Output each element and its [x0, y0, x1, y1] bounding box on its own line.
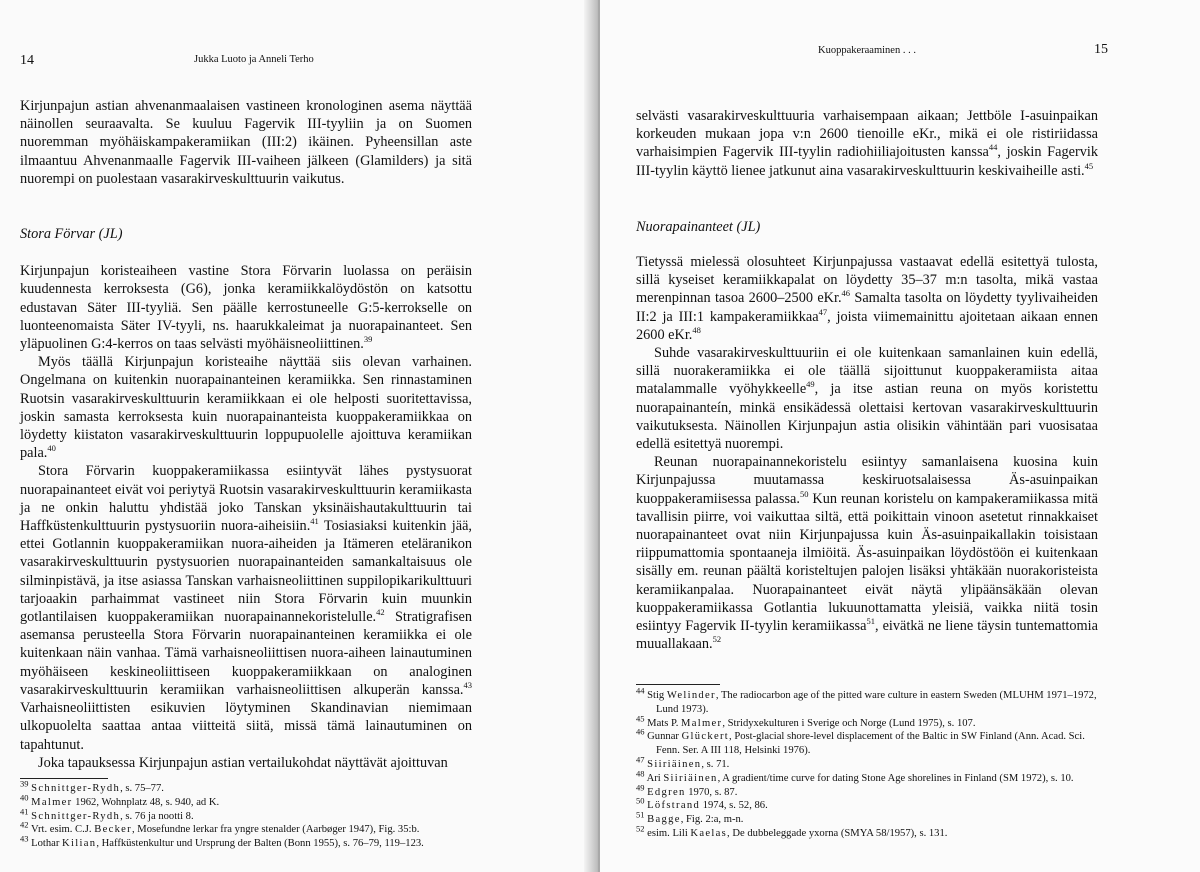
- footnote-ref: 40: [47, 443, 56, 454]
- footnote-ref: 41: [310, 516, 319, 527]
- footnote-author: Bagge: [647, 814, 681, 826]
- footnote: [636, 713, 1106, 731]
- footnote-author: Siiriäinen: [663, 772, 718, 784]
- paragraph-text: Stratigrafisen asemansa perusteella Stora Förvarin nuorapainanteinen keramiikka ei ole kuitenkaan näin vanhaa. Tämä varhaisneoliittisen nuora-aiheen lainautuminen myöhäiseen keskineoliittiseen kuoppakeramiikkaan on analoginen vasarakirveskulttuurin keramiikan varhaisneoliittisen alkuperän kanssa.: [20, 609, 473, 698]
- footnote-author: Edgren: [647, 786, 686, 798]
- footnote-ref: 49: [806, 379, 815, 390]
- footnote-text: , s. 71.: [701, 758, 730, 770]
- footnote-text: 1962, Wohnplatz 48, s. 940, ad K.: [72, 796, 220, 808]
- footnote-number: 51: [636, 809, 645, 820]
- footnote-author: Malmer: [31, 796, 73, 808]
- footnote-text: , Post-glacial shore-level displacement of the Baltic in SW Finland (Ann. Acad. Sci. Fenn. Ser. A III 118, Helsinki 1976).: [656, 731, 1085, 757]
- left-body-text: [20, 97, 472, 772]
- footnote-ref: 39: [363, 334, 373, 345]
- footnote-text: , A gradient/time curve for dating Stone Age shorelines in Finland (SM 1972), s. 10.: [717, 772, 1074, 784]
- footnote-number: 48: [636, 768, 645, 779]
- footnote-ref: 44: [988, 142, 998, 153]
- paragraph: [20, 97, 472, 188]
- footnote-number: 42: [20, 819, 29, 830]
- footnote-ref: 43: [463, 680, 472, 691]
- footnote-text: Mats P.: [647, 717, 682, 729]
- footnote: [636, 685, 1106, 717]
- footnote: [20, 792, 482, 810]
- footnote-ref: 50: [799, 488, 809, 499]
- footnote-text: , Mosefundne lerkar fra yngre stenalder (Aarbøger 1947), Fig. 35:b.: [132, 824, 420, 836]
- footnote: [636, 809, 1106, 827]
- paragraph: [636, 107, 1098, 180]
- footnote: [20, 819, 482, 837]
- footnote: [636, 726, 1106, 758]
- footnote-text: esim. Lili: [647, 827, 691, 839]
- paragraph-text: Reunan nuorapainannekoristelu esiintyy samanlaisena kuosina kuin Kirjunpajussa muutamassa keskiruotsalaisessa Äs-asuinpaikan kuoppakeramiisessa palassa.: [636, 454, 1098, 507]
- left-footnotes: [20, 778, 482, 851]
- right-footnotes: [636, 685, 1106, 841]
- footnote-rule: [20, 778, 108, 779]
- footnote-text: Vrt. esim. C.J.: [30, 824, 95, 836]
- footnote: [20, 833, 482, 851]
- paragraph: [20, 754, 472, 772]
- footnote-author: Schnittger-Rydh: [31, 810, 121, 822]
- footnote-text: , De dubbeleggade yxorna (SMYA 58/1957), s. 131.: [727, 827, 948, 839]
- footnote-number: 40: [20, 792, 29, 803]
- footnote-author: Becker: [94, 824, 132, 836]
- paragraph-text: Kirjunpajun koristeaiheen vastine Stora Förvarin luolassa on peräisin kuudennesta kerroksesta (G6), jonka keramiikkalöydöstön on katsottu edustavan Säter III-tyyliä. Sen päälle kerrostuneelle G:5-kerrokselle on luonteenomaista Säter IV-tyyli, ns. haarukkaleimat ja nuorapainanteet. Sen yläpuolinen G:4-kerros on taas selvästi myöhäisneoliittinen.: [20, 263, 472, 353]
- footnote: [636, 795, 1106, 813]
- footnote-text: 1970, s. 87.: [685, 786, 738, 798]
- running-head: Jukka Luoto ja Anneli Terho: [194, 54, 314, 65]
- footnote: [636, 782, 1106, 800]
- paragraph: [20, 353, 472, 462]
- footnote-number: 50: [636, 795, 645, 806]
- footnote-number: 46: [636, 726, 645, 737]
- footnote-ref: 46: [841, 288, 851, 299]
- paragraph-text: Joka tapauksessa Kirjunpajun astian vertailukohdat näyttävät ajoittuvan: [38, 754, 448, 771]
- footnote-number: 44: [636, 685, 645, 696]
- footnote-author: Siiriäinen: [647, 758, 702, 770]
- page-number: 15: [1094, 42, 1108, 57]
- footnote-text: 1974, s. 52, 86.: [700, 800, 768, 812]
- footnote-text: , Stridyxekulturen i Sverige och Norge (Lund 1975), s. 107.: [722, 717, 976, 729]
- paragraph-text: Kun reunan koristelu on kampakeramiikassa mitä tavallisin piirre, voi vaikuttaa siltä, että poikittain vinoon asetetut rinnakkaiset nuorapainanteet ovat niin Kirjunpajussa kuin Äs-asuinpaikallakin toisistaan riippumattomia spontaaneja ilmiöitä. Äs-asuinpaikan löydöstöön ei kuitenkaan sisälly em. reunan päältä koristeltujen palojen lisäksi yhtäkään nuorakoristeista keramiikanpalaa. Nuorapainanteet eivät näytä ylipäänsäkään olevan kuoppakeramiikassa Gotlantia lukuunottamatta yleisiä, vaikka niitä tosin esiintyy Fagervik II-tyylin keramiikassa: [636, 490, 1098, 635]
- footnote-number: 39: [20, 778, 29, 789]
- paragraph-text: Samalta tasolta on löydetty tyylivaiheiden II:2 ja III:1 kampakeramiikkaa: [636, 290, 1098, 325]
- paragraph-text: , eivätkä ne liene täysin tuntemattomia muuallakaan.: [636, 618, 1098, 653]
- paragraph-text: Varhaisneoliittisten esikuvien löytyminen Skandinavian niemimaan ulkopuolelta saattaa antaa viitteitä siitä, missä tämä lainautuminen on tapahtunut.: [20, 700, 472, 753]
- footnote-text: , s. 75–77.: [120, 783, 164, 794]
- footnote-author: Schnittger-Rydh: [31, 783, 121, 794]
- paragraph: [636, 344, 1098, 453]
- left-page: [0, 0, 594, 872]
- right-page: [600, 0, 1200, 872]
- footnote-ref: 51: [866, 616, 875, 627]
- paragraph: [636, 253, 1098, 344]
- footnote-number: 47: [636, 754, 645, 765]
- paragraph-text: Myös täällä Kirjunpajun koristeaihe näyttää siis olevan varhainen. Ongelmana on kuitenkin nuorapainanteinen keramiikka. Sen rinnastaminen Ruotsin vasarakirveskulttuurin keramiikkaan ei ole helposti suoritettavissa, joskin samasta kerroksesta kuin nuorapainanteista kuoppakeramiikkaa on löydetty kiistaton vasarakirveskulttuurin loppupuolelle ajoittuva keramiikan pala.: [20, 354, 472, 462]
- footnote-text: , Fig. 2:a, m-n.: [680, 814, 744, 826]
- footnote-rule: [636, 684, 720, 685]
- footnote-ref: 42: [376, 607, 385, 618]
- footnote: [20, 778, 482, 796]
- footnote-text: Stig: [647, 690, 667, 701]
- footnote: [20, 806, 482, 824]
- paragraph: [20, 262, 472, 353]
- footnote-number: 43: [20, 833, 29, 844]
- footnote: [636, 768, 1106, 786]
- footnote-ref: 45: [1084, 160, 1094, 171]
- footnote-author: Kilian: [62, 838, 97, 850]
- paragraph: [20, 462, 472, 753]
- footnote-ref: 47: [818, 306, 828, 317]
- paragraph-text: selvästi vasarakirveskulttuuria varhaisempaan aikaan; Jettböle I-asuinpaikan korkeuden mukaan jopa v:n 2600 tienoille eKr., mikä ei ole ristiriidassa varhaisimpien Fagervik III-tyylin radiohiiliajoitusten kanssa: [636, 108, 1098, 161]
- footnote-text: , Haffküstenkultur und Ursprung der Balten (Bonn 1955), s. 76–79, 119–123.: [96, 838, 424, 850]
- footnote: [636, 754, 1106, 772]
- footnote-ref: 52: [712, 634, 722, 645]
- paragraph: [636, 453, 1098, 653]
- right-body-text: [636, 107, 1098, 653]
- paragraph-text: , joskin Fagervik III-tyylin käyttö lienee jatkunut aina vasarakirveskulttuurin keskivaiheille asti.: [636, 144, 1098, 179]
- paragraph-text: Tietyssä mielessä olosuhteet Kirjunpajussa vastaavat edellä esitettyä tulosta, sillä kyseiset keramiikkapalat on löydetty 35–37 m:n tasolta, mikä vastaa merenpinnan tasoa 2600–2500 eKr.: [636, 254, 1098, 307]
- section-heading: Stora Förvar (JL): [20, 226, 123, 243]
- footnote-number: 45: [636, 713, 645, 724]
- footnote-number: 49: [636, 782, 645, 793]
- paragraph-text: Stora Förvarin kuoppakeramiikassa esiintyvät lähes pystysuorat nuorapainanteet eivät voi periytyä Ruotsin vasarakirveskulttuurin keramiikasta ja ne onkin haluttu yhdistää joko Tanskan yksinäishautakulttuurin tai Haffküstenkulttuurin pystysuoriin nuora-aiheisiin.: [20, 463, 472, 535]
- footnote-text: , The radiocarbon age of the pitted ware culture in eastern Sweden (MLUHM 1971–1972, Lund 1973).: [656, 690, 1097, 715]
- footnote-author: Malmer: [681, 717, 723, 729]
- footnote-author: Glückert: [681, 731, 730, 743]
- footnote-text: Lothar: [31, 838, 63, 850]
- footnote-author: Löfstrand: [647, 800, 701, 812]
- footnote-number: 52: [636, 823, 645, 834]
- paragraph-text: , joista viimemainittu ajoitetaan aikaan ennen 2600 eKr.: [636, 308, 1098, 343]
- footnote-text: , s. 76 ja nootti 8.: [120, 810, 194, 822]
- footnote-author: Welinder: [666, 690, 716, 701]
- footnote-text: Gunnar: [647, 731, 682, 743]
- footnote-ref: 48: [692, 325, 701, 336]
- paragraph-text: Tosiasiaksi kuitenkin jää, ettei Gotlannin kuoppakeramiikan nuora-aiheiden ja Itämeren eteläranikon vasarakirveskulttuurin pystysuorien nuorapainanteiden samankaltaisuus ole silminpistävä, ja itse asiassa Tanskan varhaisneoliittinen suppilopikarikulttuuri tarjoaakin parhaimmat vastineet niin Stora Förvarin kuin muunkin gotlantilaisen kuoppakeramiikan nuorapainannekoristelulle.: [20, 518, 472, 626]
- footnote-text: Ari: [646, 772, 664, 784]
- page-number: 14: [20, 53, 34, 68]
- footnote-number: 41: [20, 806, 29, 817]
- footnote-author: Kaelas: [690, 827, 728, 839]
- footnote: [636, 823, 1106, 841]
- paragraph-text: , ja itse astian reuna on myös koristettu nuorapainanteín, minkä ensikädessä olettaisi kertovan vasarakirveskulttuurin vaikutuksesta. Näinollen Kirjunpajun astia olisikin vähintään pari vuosisataa edellä esitettyä nuorempi.: [636, 381, 1098, 453]
- section-heading: Nuorapainanteet (JL): [636, 218, 761, 235]
- paragraph-text: Kirjunpajun astian ahvenanmaalaisen vastineen kronologinen asema näyttää näinollen seuraavalta. Se kuuluu Fagervik III-tyyliin ja on Suomen nuoremman myöhäiskampakeramiikan (III:2) ikäinen. Pyheensillan aste ilmaantuu Ahvenanmaalle Fagervik III-vaiheen jälkeen (Glamilders) ja sitä nuorempi on puolestaan vasarakirveskulttuurin vaikutus.: [20, 98, 472, 187]
- paragraph-text: Suhde vasarakirveskulttuuriin ei ole kuitenkaan samanlainen kuin edellä, sillä nuorakeramiikka ei ole täällä sijoittunut kuoppakeramiista aitaa matalammalle vyöhykkeelle: [636, 345, 1098, 398]
- running-head: Kuoppakeraaminen . . .: [818, 45, 916, 56]
